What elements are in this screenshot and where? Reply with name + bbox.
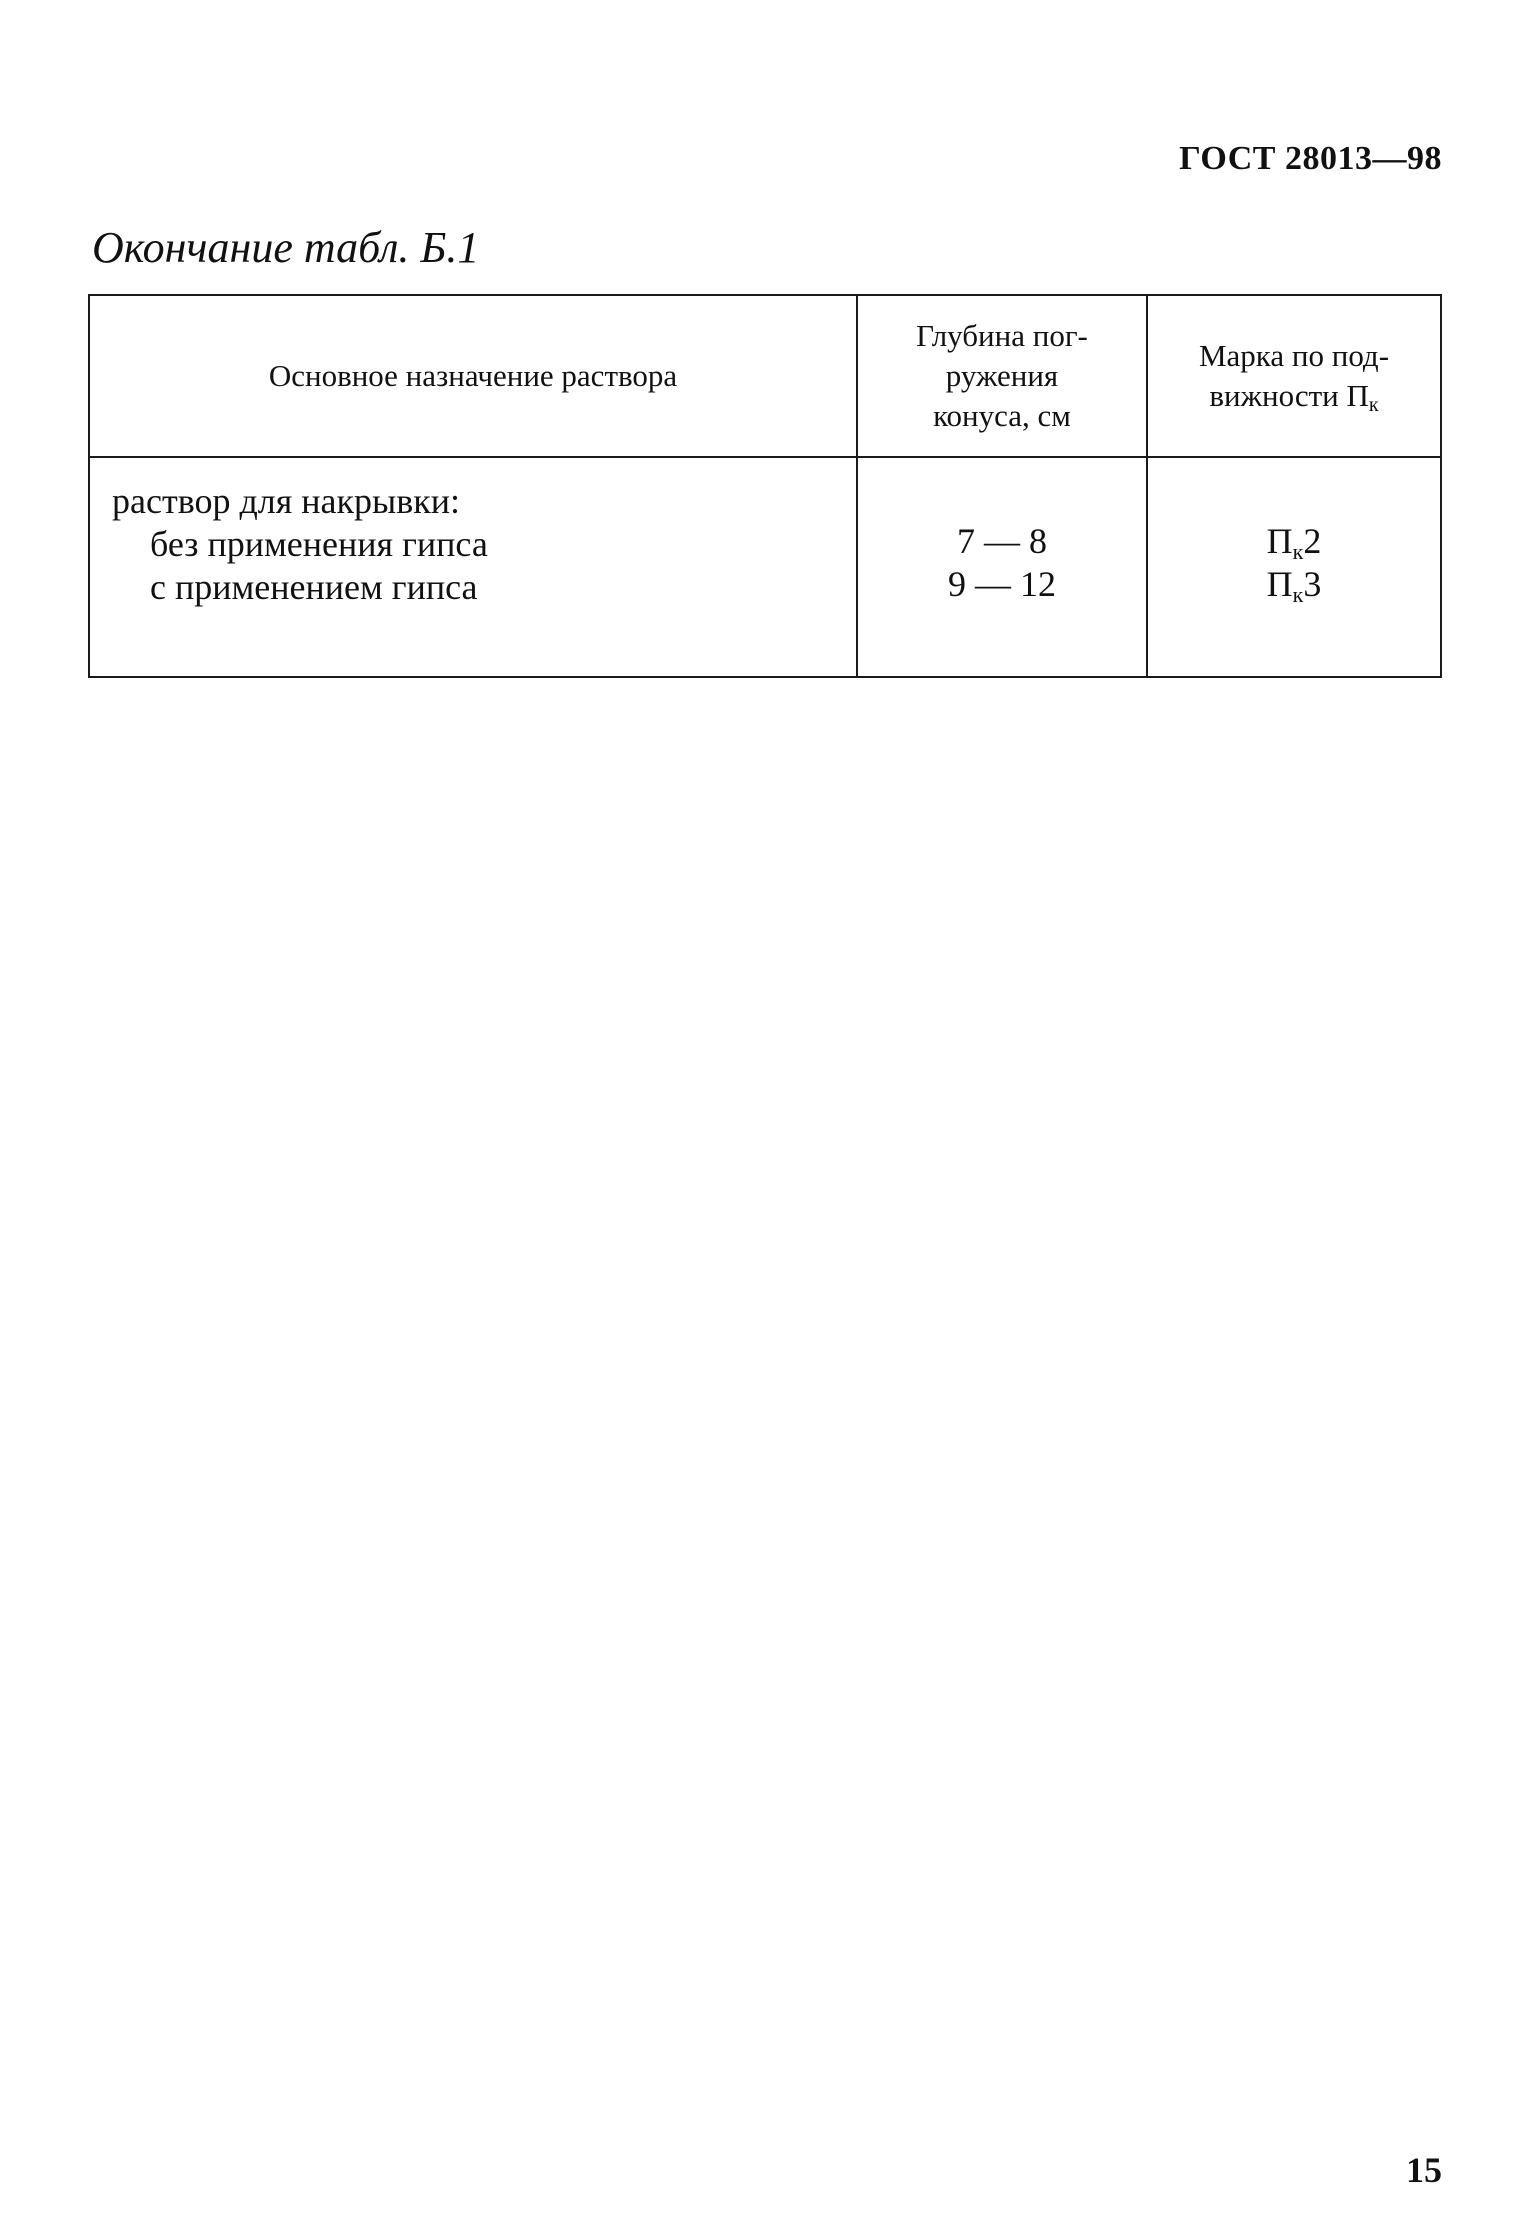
depth-value: 9 — 12 [948,564,1056,605]
table-header-row [89,295,1441,457]
header-grade-text: вижности П [1209,378,1369,413]
data-table [88,294,1442,678]
grade-number: 3 [1303,564,1322,605]
header-grade-line [1162,376,1426,416]
header-grade [1147,295,1441,457]
grade-number: 2 [1303,521,1322,561]
document-code: ГОСТ 28013—98 [1179,140,1442,177]
table-row [89,457,1441,677]
grade-value [1148,520,1440,563]
header-depth-line: конуса, см [933,398,1071,434]
page-number: 15 [1406,2150,1442,2190]
grade-letter: П [1266,521,1293,561]
grade-subscript: к [1292,582,1304,608]
header-grade-subscript: к [1368,394,1379,416]
purpose-cell [89,457,857,677]
purpose-item: с применением гипса [150,567,478,608]
header-depth [857,295,1147,457]
header-depth-line: ружения [945,357,1059,393]
group-label: раствор для накрывки: [112,481,460,521]
header-purpose: Основное назначение раствора [89,295,857,457]
purpose-item: без применения гипса [150,524,488,565]
grade-letter: П [1266,564,1293,605]
grade-subscript: к [1292,539,1304,564]
depth-value: 7 — 8 [957,521,1047,561]
header-depth-line: Глубина пог- [916,317,1088,353]
header-grade-line: Марка по под- [1198,337,1390,373]
grade-cell [1147,457,1441,677]
grade-value [1148,563,1440,606]
depth-cell [857,457,1147,677]
table-caption: Окончание табл. Б.1 [92,223,480,272]
